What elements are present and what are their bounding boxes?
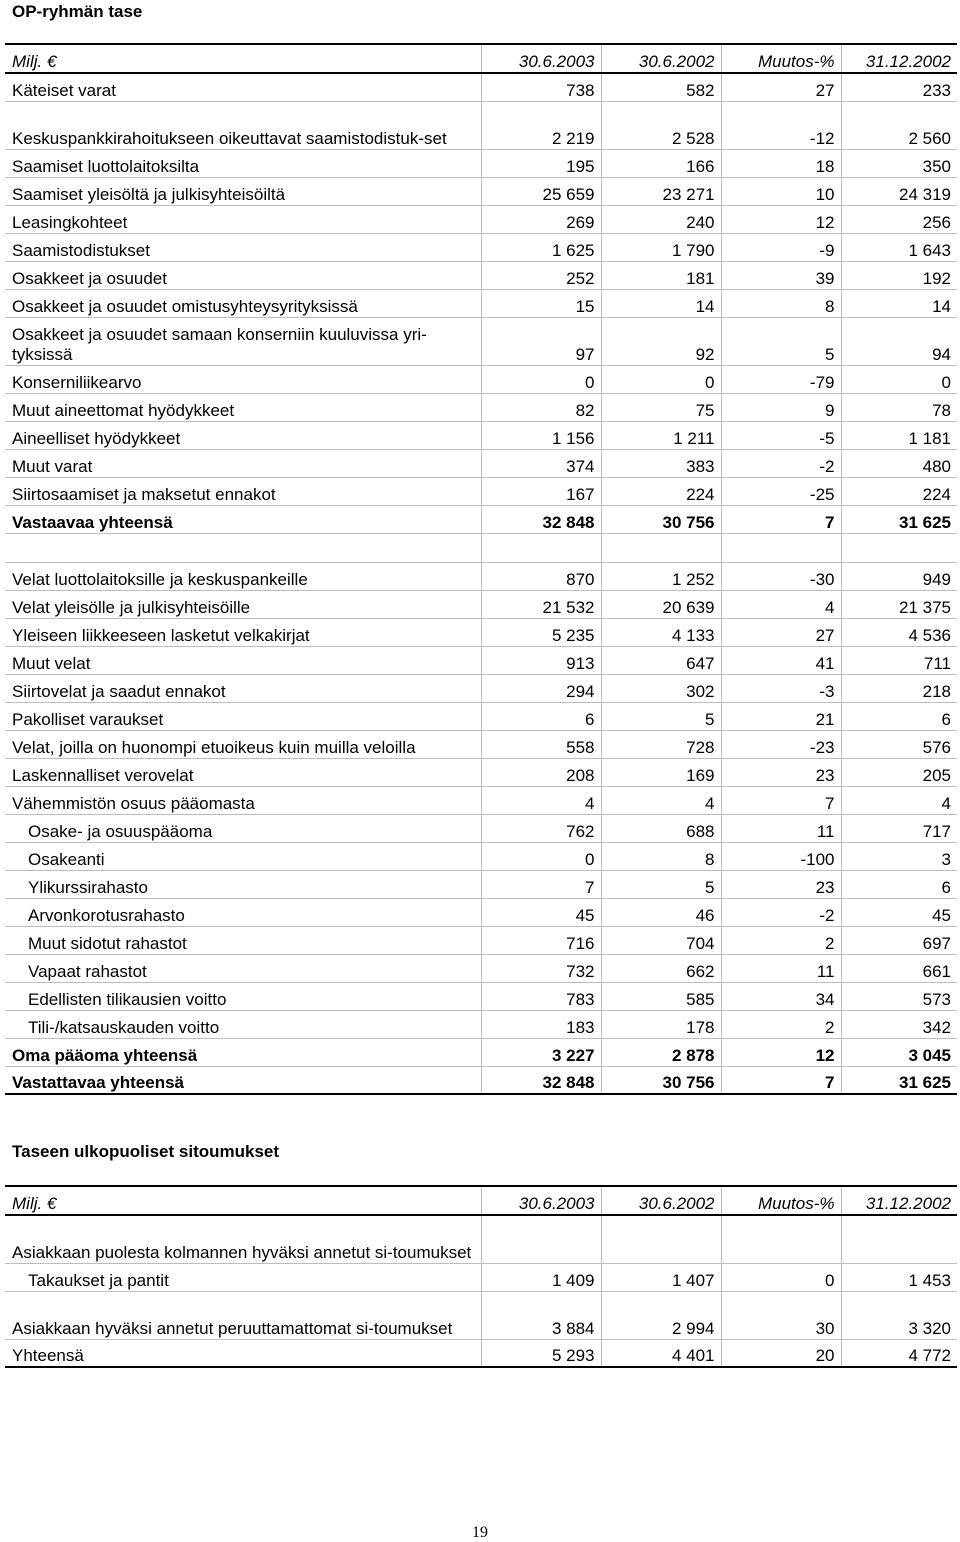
row-value: 1 453 bbox=[841, 1263, 957, 1291]
row-value: 662 bbox=[601, 954, 721, 982]
off-balance-table bbox=[5, 1185, 957, 1368]
row-value: 2 878 bbox=[601, 1038, 721, 1066]
row-value: 949 bbox=[841, 562, 957, 590]
row-label: Keskuspankkirahoitukseen oikeuttavat saamistodistuk-set bbox=[5, 101, 481, 149]
row-label: Osake- ja osuuspääoma bbox=[5, 814, 481, 842]
row-value: 97 bbox=[481, 317, 601, 365]
row-value: -100 bbox=[721, 842, 841, 870]
row-label: Ylikurssirahasto bbox=[5, 870, 481, 898]
row-value: 3 884 bbox=[481, 1291, 601, 1339]
row-value: 218 bbox=[841, 674, 957, 702]
row-value: 4 772 bbox=[841, 1339, 957, 1367]
row-value: 576 bbox=[841, 730, 957, 758]
row-value: 1 211 bbox=[601, 421, 721, 449]
row-value bbox=[601, 533, 721, 562]
row-value: -30 bbox=[721, 562, 841, 590]
table-row bbox=[5, 289, 957, 317]
row-value: 82 bbox=[481, 393, 601, 421]
row-label: Tili-/katsauskauden voitto bbox=[5, 1010, 481, 1038]
row-value: 350 bbox=[841, 149, 957, 177]
row-value: 1 156 bbox=[481, 421, 601, 449]
row-value: 4 133 bbox=[601, 618, 721, 646]
row-value: 480 bbox=[841, 449, 957, 477]
row-value: 1 181 bbox=[841, 421, 957, 449]
table-row bbox=[5, 233, 957, 261]
unit-header: Milj. € bbox=[5, 44, 481, 73]
row-value: 717 bbox=[841, 814, 957, 842]
row-value: 558 bbox=[481, 730, 601, 758]
row-value: 1 625 bbox=[481, 233, 601, 261]
row-value: 32 848 bbox=[481, 1066, 601, 1094]
row-value: 45 bbox=[841, 898, 957, 926]
row-value: -23 bbox=[721, 730, 841, 758]
table-row bbox=[5, 842, 957, 870]
row-value: 302 bbox=[601, 674, 721, 702]
row-value: 573 bbox=[841, 982, 957, 1010]
row-value: 5 bbox=[601, 870, 721, 898]
row-value: 647 bbox=[601, 646, 721, 674]
row-label: Velat yleisölle ja julkisyhteisöille bbox=[5, 590, 481, 618]
header-row bbox=[5, 44, 957, 73]
table-row bbox=[5, 73, 957, 101]
row-value: 2 219 bbox=[481, 101, 601, 149]
row-value: 269 bbox=[481, 205, 601, 233]
row-value: 1 409 bbox=[481, 1263, 601, 1291]
table-row bbox=[5, 317, 957, 365]
row-value: 30 756 bbox=[601, 505, 721, 533]
table-row bbox=[5, 261, 957, 289]
row-value: 252 bbox=[481, 261, 601, 289]
row-value: 704 bbox=[601, 926, 721, 954]
table-row bbox=[5, 562, 957, 590]
row-label: Takaukset ja pantit bbox=[5, 1263, 481, 1291]
row-value: 913 bbox=[481, 646, 601, 674]
row-value: 4 536 bbox=[841, 618, 957, 646]
row-value bbox=[481, 533, 601, 562]
row-value: 4 bbox=[721, 590, 841, 618]
column-header: Muutos-% bbox=[721, 44, 841, 73]
row-value bbox=[721, 1215, 841, 1263]
column-header: 31.12.2002 bbox=[841, 44, 957, 73]
row-label: Siirtosaamiset ja maksetut ennakot bbox=[5, 477, 481, 505]
table-row bbox=[5, 365, 957, 393]
column-header: 30.6.2002 bbox=[601, 1186, 721, 1215]
row-value: 11 bbox=[721, 954, 841, 982]
row-value: 195 bbox=[481, 149, 601, 177]
row-label: Saamiset luottolaitoksilta bbox=[5, 149, 481, 177]
row-value: 6 bbox=[841, 702, 957, 730]
table-row bbox=[5, 674, 957, 702]
row-value bbox=[481, 1215, 601, 1263]
row-value: 41 bbox=[721, 646, 841, 674]
row-value: 383 bbox=[601, 449, 721, 477]
row-value: 2 528 bbox=[601, 101, 721, 149]
row-value: 4 bbox=[481, 786, 601, 814]
table-row bbox=[5, 758, 957, 786]
row-value: 661 bbox=[841, 954, 957, 982]
row-value: 688 bbox=[601, 814, 721, 842]
row-value: 738 bbox=[481, 73, 601, 101]
row-label: Osakkeet ja osuudet omistusyhteysyrityksissä bbox=[5, 289, 481, 317]
row-value: 4 bbox=[601, 786, 721, 814]
row-value bbox=[721, 533, 841, 562]
row-value: 11 bbox=[721, 814, 841, 842]
column-header: 30.6.2003 bbox=[481, 1186, 601, 1215]
row-value: 75 bbox=[601, 393, 721, 421]
table-row bbox=[5, 898, 957, 926]
row-value: 7 bbox=[721, 505, 841, 533]
table-row bbox=[5, 982, 957, 1010]
table-row bbox=[5, 205, 957, 233]
row-value: 3 320 bbox=[841, 1291, 957, 1339]
row-value: -9 bbox=[721, 233, 841, 261]
column-header: 30.6.2002 bbox=[601, 44, 721, 73]
table-row bbox=[5, 1066, 957, 1094]
row-label: Asiakkaan hyväksi annetut peruuttamattomat si-toumukset bbox=[5, 1291, 481, 1339]
row-value: 14 bbox=[841, 289, 957, 317]
row-value: 582 bbox=[601, 73, 721, 101]
row-value: 2 994 bbox=[601, 1291, 721, 1339]
row-value: 762 bbox=[481, 814, 601, 842]
column-header: 31.12.2002 bbox=[841, 1186, 957, 1215]
row-value: 23 bbox=[721, 758, 841, 786]
row-value: 1 790 bbox=[601, 233, 721, 261]
row-value: 167 bbox=[481, 477, 601, 505]
row-value: 166 bbox=[601, 149, 721, 177]
row-value: 5 bbox=[601, 702, 721, 730]
row-value: 716 bbox=[481, 926, 601, 954]
table-row bbox=[5, 646, 957, 674]
row-value: 732 bbox=[481, 954, 601, 982]
row-value bbox=[841, 1215, 957, 1263]
row-value: 10 bbox=[721, 177, 841, 205]
row-value: 21 532 bbox=[481, 590, 601, 618]
row-value: 0 bbox=[481, 842, 601, 870]
row-value: 8 bbox=[721, 289, 841, 317]
row-value: 6 bbox=[481, 702, 601, 730]
row-value: 27 bbox=[721, 73, 841, 101]
table-row bbox=[5, 590, 957, 618]
row-value: 31 625 bbox=[841, 505, 957, 533]
row-value: 15 bbox=[481, 289, 601, 317]
table-row bbox=[5, 730, 957, 758]
row-value: 224 bbox=[841, 477, 957, 505]
table-row bbox=[5, 954, 957, 982]
row-value: 783 bbox=[481, 982, 601, 1010]
row-value: 7 bbox=[481, 870, 601, 898]
row-value: -3 bbox=[721, 674, 841, 702]
row-value: 39 bbox=[721, 261, 841, 289]
row-value: 697 bbox=[841, 926, 957, 954]
row-value: 5 235 bbox=[481, 618, 601, 646]
table-row bbox=[5, 1339, 957, 1367]
row-value: 183 bbox=[481, 1010, 601, 1038]
row-value: 256 bbox=[841, 205, 957, 233]
row-label: Muut velat bbox=[5, 646, 481, 674]
table-row bbox=[5, 618, 957, 646]
row-value: 240 bbox=[601, 205, 721, 233]
row-label bbox=[5, 533, 481, 562]
table-row bbox=[5, 926, 957, 954]
row-value: -2 bbox=[721, 898, 841, 926]
row-label: Laskennalliset verovelat bbox=[5, 758, 481, 786]
row-label: Saamistodistukset bbox=[5, 233, 481, 261]
row-value: 0 bbox=[481, 365, 601, 393]
table-row bbox=[5, 421, 957, 449]
row-value: 18 bbox=[721, 149, 841, 177]
row-value: -79 bbox=[721, 365, 841, 393]
row-value: 45 bbox=[481, 898, 601, 926]
page-number: 19 bbox=[472, 1524, 488, 1541]
row-value: 12 bbox=[721, 205, 841, 233]
table-row bbox=[5, 477, 957, 505]
row-label: Velat, joilla on huonompi etuoikeus kuin muilla veloilla bbox=[5, 730, 481, 758]
row-label: Leasingkohteet bbox=[5, 205, 481, 233]
row-value: 92 bbox=[601, 317, 721, 365]
row-value: 9 bbox=[721, 393, 841, 421]
column-header: Muutos-% bbox=[721, 1186, 841, 1215]
row-value: 205 bbox=[841, 758, 957, 786]
row-label: Arvonkorotusrahasto bbox=[5, 898, 481, 926]
row-value: 0 bbox=[841, 365, 957, 393]
row-value: 8 bbox=[601, 842, 721, 870]
row-value: 34 bbox=[721, 982, 841, 1010]
row-value: 5 bbox=[721, 317, 841, 365]
row-label: Muut aineettomat hyödykkeet bbox=[5, 393, 481, 421]
row-value: -12 bbox=[721, 101, 841, 149]
row-value: 7 bbox=[721, 786, 841, 814]
row-value: 27 bbox=[721, 618, 841, 646]
row-label: Siirtovelat ja saadut ennakot bbox=[5, 674, 481, 702]
row-value: 21 bbox=[721, 702, 841, 730]
row-value: 23 271 bbox=[601, 177, 721, 205]
row-value: 12 bbox=[721, 1038, 841, 1066]
table-row bbox=[5, 101, 957, 149]
row-label: Velat luottolaitoksille ja keskuspankeille bbox=[5, 562, 481, 590]
row-label: Vapaat rahastot bbox=[5, 954, 481, 982]
row-value: 2 bbox=[721, 926, 841, 954]
row-value: -5 bbox=[721, 421, 841, 449]
row-value: 4 401 bbox=[601, 1339, 721, 1367]
table-row bbox=[5, 1038, 957, 1066]
row-value: 181 bbox=[601, 261, 721, 289]
row-value: -2 bbox=[721, 449, 841, 477]
table-row bbox=[5, 505, 957, 533]
row-value: 3 bbox=[841, 842, 957, 870]
table-row bbox=[5, 1010, 957, 1038]
row-value: 342 bbox=[841, 1010, 957, 1038]
row-value: 31 625 bbox=[841, 1066, 957, 1094]
row-value: 1 252 bbox=[601, 562, 721, 590]
row-label: Oma pääoma yhteensä bbox=[5, 1038, 481, 1066]
row-value: 1 643 bbox=[841, 233, 957, 261]
row-value: 30 756 bbox=[601, 1066, 721, 1094]
row-value: 5 293 bbox=[481, 1339, 601, 1367]
row-label: Konserniliikearvo bbox=[5, 365, 481, 393]
row-value: 0 bbox=[601, 365, 721, 393]
row-value: 2 bbox=[721, 1010, 841, 1038]
table-row bbox=[5, 1215, 957, 1263]
row-value: 30 bbox=[721, 1291, 841, 1339]
row-label: Muut sidotut rahastot bbox=[5, 926, 481, 954]
row-label: Vastattavaa yhteensä bbox=[5, 1066, 481, 1094]
row-value bbox=[601, 1215, 721, 1263]
row-value: 46 bbox=[601, 898, 721, 926]
row-value: 3 227 bbox=[481, 1038, 601, 1066]
column-header: 30.6.2003 bbox=[481, 44, 601, 73]
page-title: OP-ryhmän tase bbox=[12, 2, 143, 21]
table-row bbox=[5, 786, 957, 814]
row-value: 374 bbox=[481, 449, 601, 477]
balance-sheet-table bbox=[5, 43, 957, 1095]
row-value: 233 bbox=[841, 73, 957, 101]
table-row bbox=[5, 393, 957, 421]
row-label: Vähemmistön osuus pääomasta bbox=[5, 786, 481, 814]
row-value: 3 045 bbox=[841, 1038, 957, 1066]
row-value: 178 bbox=[601, 1010, 721, 1038]
table-row bbox=[5, 533, 957, 562]
row-label: Pakolliset varaukset bbox=[5, 702, 481, 730]
row-value: 21 375 bbox=[841, 590, 957, 618]
row-value: 23 bbox=[721, 870, 841, 898]
row-label: Yhteensä bbox=[5, 1339, 481, 1367]
table-row bbox=[5, 177, 957, 205]
row-value: 25 659 bbox=[481, 177, 601, 205]
row-value: 208 bbox=[481, 758, 601, 786]
row-value: -25 bbox=[721, 477, 841, 505]
table-row bbox=[5, 870, 957, 898]
row-value: 32 848 bbox=[481, 505, 601, 533]
header-row bbox=[5, 1186, 957, 1215]
row-value: 0 bbox=[721, 1263, 841, 1291]
row-value: 94 bbox=[841, 317, 957, 365]
row-value: 78 bbox=[841, 393, 957, 421]
row-value: 4 bbox=[841, 786, 957, 814]
table-row bbox=[5, 149, 957, 177]
off-balance-title: Taseen ulkopuoliset sitoumukset bbox=[12, 1142, 280, 1161]
row-value: 711 bbox=[841, 646, 957, 674]
row-label: Asiakkaan puolesta kolmannen hyväksi annetut si-toumukset bbox=[5, 1215, 481, 1263]
row-value: 20 bbox=[721, 1339, 841, 1367]
row-value: 7 bbox=[721, 1066, 841, 1094]
row-label: Muut varat bbox=[5, 449, 481, 477]
table-row bbox=[5, 702, 957, 730]
row-label: Osakkeet ja osuudet bbox=[5, 261, 481, 289]
row-value bbox=[841, 533, 957, 562]
row-label: Saamiset yleisöltä ja julkisyhteisöiltä bbox=[5, 177, 481, 205]
row-label: Osakkeet ja osuudet samaan konserniin kuuluvissa yri-tyksissä bbox=[5, 317, 481, 365]
table-row bbox=[5, 814, 957, 842]
row-label: Edellisten tilikausien voitto bbox=[5, 982, 481, 1010]
row-value: 2 560 bbox=[841, 101, 957, 149]
row-label: Yleiseen liikkeeseen lasketut velkakirjat bbox=[5, 618, 481, 646]
table-row bbox=[5, 449, 957, 477]
row-label: Osakeanti bbox=[5, 842, 481, 870]
row-value: 1 407 bbox=[601, 1263, 721, 1291]
row-value: 169 bbox=[601, 758, 721, 786]
unit-header: Milj. € bbox=[5, 1186, 481, 1215]
table-row bbox=[5, 1263, 957, 1291]
row-value: 6 bbox=[841, 870, 957, 898]
row-value: 192 bbox=[841, 261, 957, 289]
row-value: 870 bbox=[481, 562, 601, 590]
row-value: 728 bbox=[601, 730, 721, 758]
row-value: 294 bbox=[481, 674, 601, 702]
row-value: 585 bbox=[601, 982, 721, 1010]
table-row bbox=[5, 1291, 957, 1339]
row-label: Käteiset varat bbox=[5, 73, 481, 101]
row-label: Aineelliset hyödykkeet bbox=[5, 421, 481, 449]
row-value: 224 bbox=[601, 477, 721, 505]
row-label: Vastaavaa yhteensä bbox=[5, 505, 481, 533]
row-value: 14 bbox=[601, 289, 721, 317]
row-value: 24 319 bbox=[841, 177, 957, 205]
row-value: 20 639 bbox=[601, 590, 721, 618]
